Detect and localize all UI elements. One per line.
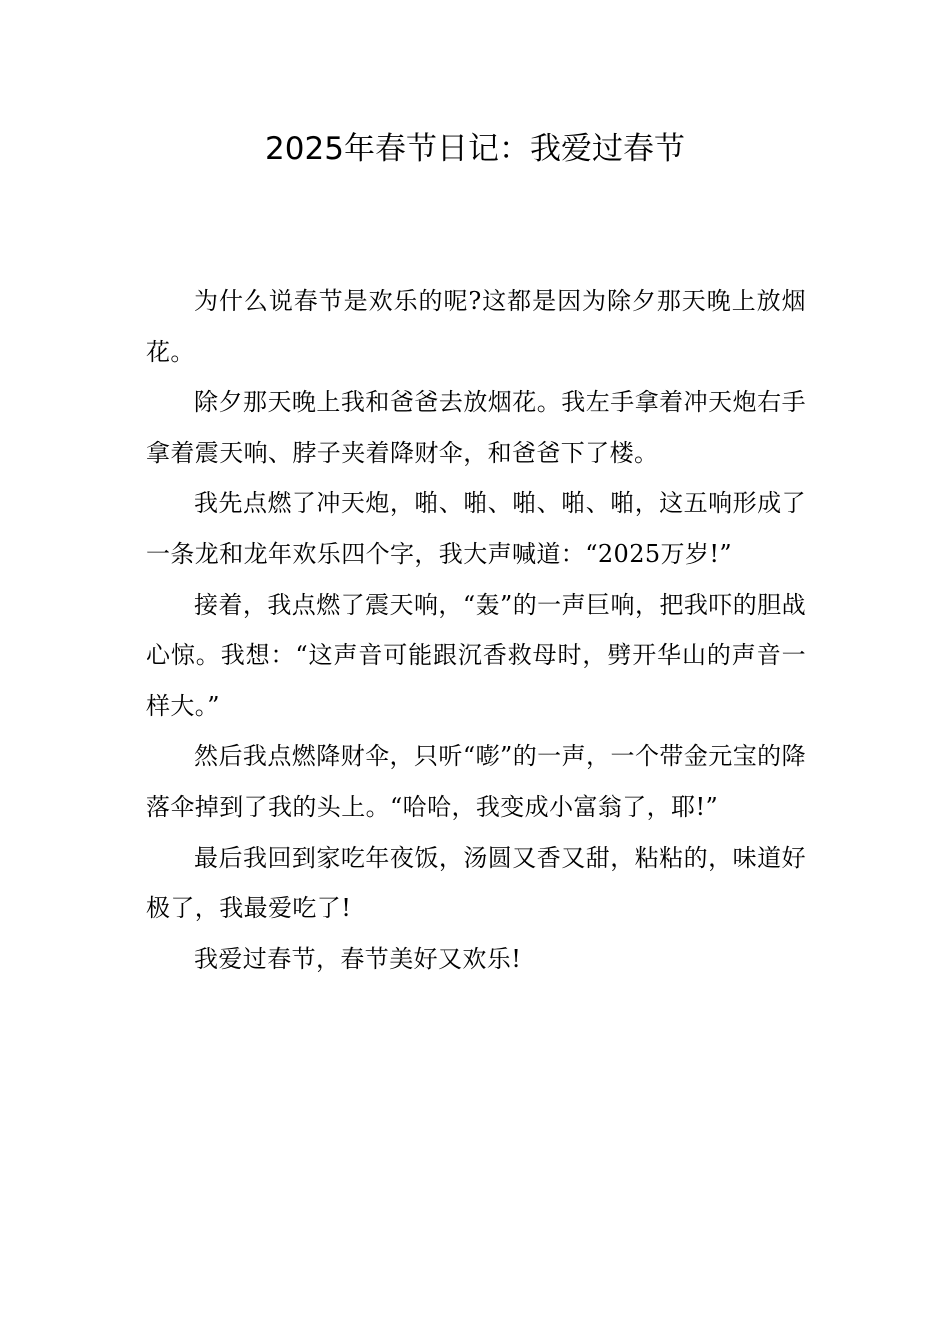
document-title: 2025年春节日记：我爱过春节 <box>265 131 685 167</box>
paragraph-5: 然后我点燃降财伞，只听“嘭”的一声，一个带金元宝的降落伞掉到了我的头上。“哈哈，我变成小富翁了，耶!” <box>146 742 806 821</box>
paragraph-1: 为什么说春节是欢乐的呢?这都是因为除夕那天晚上放烟花。 <box>146 287 806 366</box>
paragraph-6: 最后我回到家吃年夜饭，汤圆又香又甜，粘粘的，味道好极了，我最爱吃了! <box>146 843 806 923</box>
paragraph-2: 除夕那天晚上我和爸爸去放烟花。我左手拿着冲天炮右手拿着震天响、脖子夹着降财伞，和爸爸下了楼。 <box>146 388 806 467</box>
paragraph-4: 接着，我点燃了震天响，“轰”的一声巨响，把我吓的胆战心惊。我想：“这声音可能跟沉香救母时，劈开华山的声音一样大。” <box>146 590 806 720</box>
paragraph-3: 我先点燃了冲天炮，啪、啪、啪、啪、啪，这五响形成了一条龙和龙年欢乐四个字，我大声喊道：“2025万岁!” <box>146 489 806 568</box>
document-body <box>146 276 806 984</box>
paragraph-7: 我爱过春节，春节美好又欢乐! <box>194 944 522 973</box>
